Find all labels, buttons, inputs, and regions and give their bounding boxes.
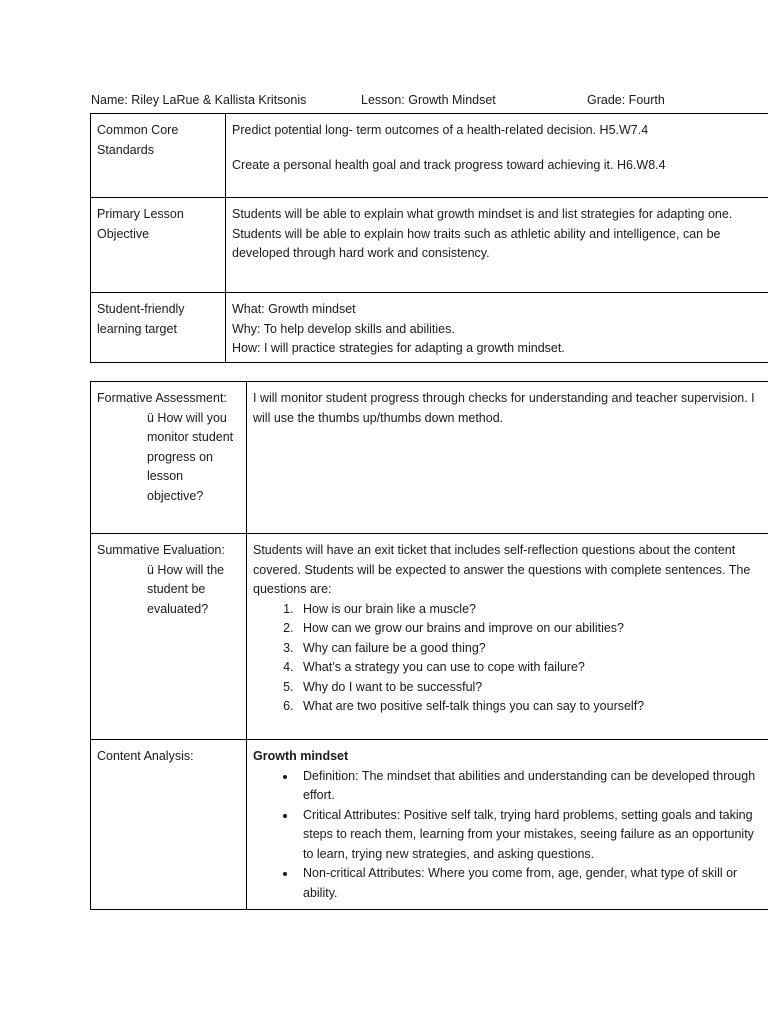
standards-objectives-table [90, 113, 768, 363]
target-how: How: I will practice strategies for adapting a growth mindset. [232, 341, 565, 355]
target-what: What: Growth mindset [232, 302, 356, 316]
learning-target-label: Student-friendly learning target [91, 293, 226, 363]
objective-label: Primary Lesson Objective [91, 198, 226, 293]
content-analysis-value [247, 740, 768, 910]
list-item: • Definition: The mindset that abilities and understanding can be developed through effort. [297, 767, 763, 806]
objective-row [91, 198, 768, 293]
summative-label: Summative Evaluation: [97, 543, 225, 557]
content-analysis-row [91, 740, 768, 910]
standards-value [226, 114, 768, 198]
list-item: 1. How is our brain like a muscle? [297, 600, 763, 620]
grade-level: Grade: Fourth [587, 93, 665, 107]
list-item: 5. Why do I want to be successful? [297, 678, 763, 698]
content-bullets [253, 767, 763, 904]
assessment-table [90, 381, 768, 910]
standards-label: Common Core Standards [91, 114, 226, 198]
summative-row [91, 534, 768, 740]
content-heading: Growth mindset [253, 749, 349, 763]
list-item: • Non-critical Attributes: Where you come from, age, gender, what type of skill or ability. [297, 864, 763, 903]
list-item: 3. Why can failure be a good thing? [297, 639, 763, 659]
learning-target-value [226, 293, 768, 363]
objective-value [226, 198, 768, 293]
standards-row [91, 114, 768, 198]
summative-intro: Students will have an exit ticket that includes self-reflection questions about the content covered. Students will be expected to answer the questions with complete sentences. The questions are: [253, 543, 751, 596]
list-item: • Critical Attributes: Positive self talk, trying hard problems, setting goals and taking steps to reach them, learning from your mistakes, seeing failure as an opportunity to learn, trying new strategies, and asking questions. [297, 806, 763, 865]
target-why: Why: To help develop skills and abilities. [232, 321, 455, 336]
author-names: Name: Riley LaRue & Kallista Kritsonis [91, 93, 307, 107]
content-analysis-label: Content Analysis: [91, 740, 247, 910]
objective-1: Students will be able to explain what growth mindset is and list strategies for adapting one. [232, 207, 733, 221]
header-line [91, 91, 768, 111]
objective-2: Students will be able to explain how traits such as athletic ability and intelligence, can be developed through hard work and consistency. [232, 226, 721, 260]
formative-row [91, 382, 768, 534]
formative-value: I will monitor student progress through checks for understanding and teacher supervision. I will use the thumbs up/thumbs down method. [247, 382, 768, 534]
standard-2: Create a personal health goal and track progress toward achieving it. H6.W8.4 [232, 157, 666, 172]
list-item: 4. What’s a strategy you can use to cope with failure? [297, 658, 763, 678]
learning-target-row [91, 293, 768, 363]
list-item: 6. What are two positive self-talk things you can say to yourself? [297, 697, 763, 717]
formative-question: ü How will you monitor student progress on lesson objective? [147, 410, 234, 503]
formative-label: Formative Assessment: [97, 391, 227, 405]
list-item: 2. How can we grow our brains and improve on our abilities? [297, 619, 763, 639]
summative-label-cell [91, 534, 247, 740]
exit-ticket-questions [253, 600, 763, 717]
summative-question: ü How will the student be evaluated? [147, 562, 225, 616]
summative-value [247, 534, 768, 740]
standard-1: Predict potential long- term outcomes of a health-related decision. H5.W7.4 [232, 123, 649, 137]
formative-label-cell [91, 382, 247, 534]
lesson-title: Lesson: Growth Mindset [361, 93, 496, 107]
